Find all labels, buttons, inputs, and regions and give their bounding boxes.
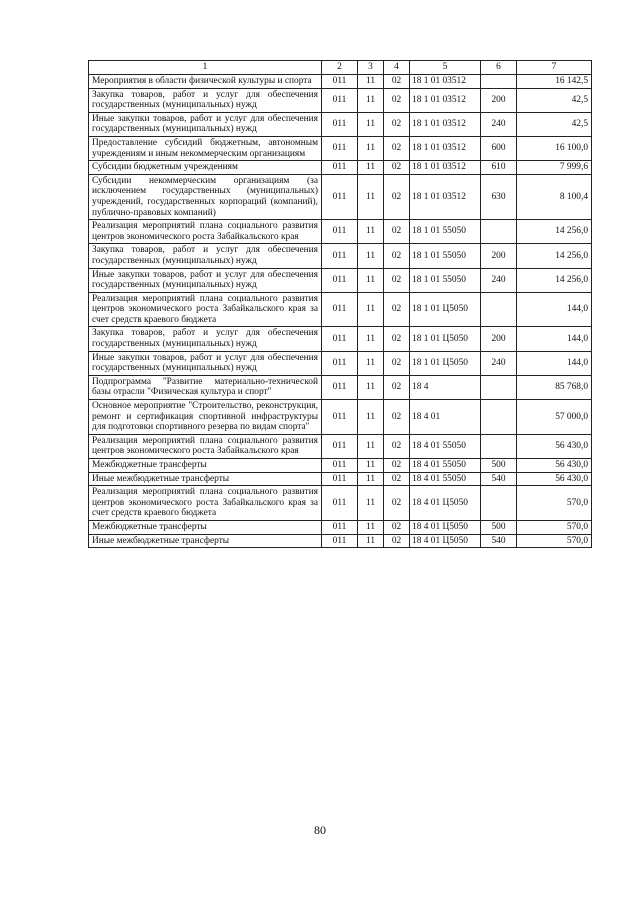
- subsection-code: 02: [384, 459, 410, 473]
- ministry-code: 011: [322, 161, 358, 175]
- table-row: [89, 375, 592, 399]
- target-article-code: 18 1 01 Ц5050: [410, 292, 481, 327]
- section-code: 11: [358, 244, 384, 268]
- amount: 14 256,0: [517, 268, 592, 292]
- target-article-code: 18 4 01 Ц5050: [410, 534, 481, 548]
- expense-type-code: 500: [481, 459, 517, 473]
- column-header: 7: [517, 61, 592, 75]
- target-article-code: 18 4: [410, 375, 481, 399]
- table-row: [89, 486, 592, 521]
- amount: 144,0: [517, 327, 592, 351]
- amount: 570,0: [517, 520, 592, 534]
- subsection-code: 02: [384, 434, 410, 458]
- table-row: [89, 327, 592, 351]
- column-header: 6: [481, 61, 517, 75]
- subsection-code: 02: [384, 136, 410, 160]
- amount: 8 100,4: [517, 174, 592, 219]
- expense-type-code: 200: [481, 244, 517, 268]
- target-article-code: 18 1 01 03512: [410, 75, 481, 89]
- amount: 144,0: [517, 292, 592, 327]
- target-article-code: 18 1 01 55050: [410, 220, 481, 244]
- subsection-code: 02: [384, 220, 410, 244]
- row-description: Межбюджетные трансферты: [89, 459, 322, 473]
- subsection-code: 02: [384, 327, 410, 351]
- expense-type-code: 540: [481, 534, 517, 548]
- target-article-code: 18 4 01: [410, 400, 481, 435]
- expense-type-code: [481, 292, 517, 327]
- target-article-code: 18 1 01 03512: [410, 88, 481, 112]
- ministry-code: 011: [322, 174, 358, 219]
- ministry-code: 011: [322, 472, 358, 486]
- amount: 144,0: [517, 351, 592, 375]
- row-description: Мероприятия в области физической культуры и спорта: [89, 75, 322, 89]
- expense-type-code: [481, 75, 517, 89]
- expense-type-code: [481, 400, 517, 435]
- amount: 42,5: [517, 88, 592, 112]
- expense-type-code: 600: [481, 136, 517, 160]
- amount: 56 430,0: [517, 459, 592, 473]
- ministry-code: 011: [322, 520, 358, 534]
- ministry-code: 011: [322, 351, 358, 375]
- subsection-code: 02: [384, 268, 410, 292]
- row-description: Закупка товаров, работ и услуг для обеспечения государственных (муниципальных) нужд: [89, 244, 322, 268]
- expense-type-code: 240: [481, 351, 517, 375]
- expense-type-code: [481, 375, 517, 399]
- subsection-code: 02: [384, 88, 410, 112]
- ministry-code: 011: [322, 459, 358, 473]
- target-article-code: 18 1 01 03512: [410, 161, 481, 175]
- row-description: Закупка товаров, работ и услуг для обеспечения государственных (муниципальных) нужд: [89, 327, 322, 351]
- table-row: [89, 268, 592, 292]
- section-code: 11: [358, 75, 384, 89]
- amount: 16 100,0: [517, 136, 592, 160]
- table-row: [89, 472, 592, 486]
- column-header: 5: [410, 61, 481, 75]
- row-description: Иные закупки товаров, работ и услуг для обеспечения государственных (муниципальных) нужд: [89, 112, 322, 136]
- table-header-row: [89, 61, 592, 75]
- row-description: Основное мероприятие "Строительство, реконструкция, ремонт и сертификация спортивной инфраструктуры для подготовки спортивного резерва по видам спорта": [89, 400, 322, 435]
- amount: 57 000,0: [517, 400, 592, 435]
- table-row: [89, 220, 592, 244]
- row-description: Иные межбюджетные трансферты: [89, 534, 322, 548]
- table-row: [89, 434, 592, 458]
- row-description: Реализация мероприятий плана социального развития центров экономического роста Забайкальского края за счет средств краевого бюджета: [89, 486, 322, 521]
- row-description: Иные закупки товаров, работ и услуг для обеспечения государственных (муниципальных) нужд: [89, 268, 322, 292]
- ministry-code: 011: [322, 112, 358, 136]
- ministry-code: 011: [322, 327, 358, 351]
- ministry-code: 011: [322, 486, 358, 521]
- column-header: 1: [89, 61, 322, 75]
- subsection-code: 02: [384, 400, 410, 435]
- expense-type-code: 540: [481, 472, 517, 486]
- ministry-code: 011: [322, 400, 358, 435]
- target-article-code: 18 4 01 Ц5050: [410, 486, 481, 521]
- ministry-code: 011: [322, 434, 358, 458]
- subsection-code: 02: [384, 375, 410, 399]
- expense-type-code: [481, 486, 517, 521]
- subsection-code: 02: [384, 244, 410, 268]
- target-article-code: 18 1 01 Ц5050: [410, 327, 481, 351]
- target-article-code: 18 4 01 55050: [410, 459, 481, 473]
- section-code: 11: [358, 520, 384, 534]
- subsection-code: 02: [384, 351, 410, 375]
- table-row: [89, 400, 592, 435]
- row-description: Подпрограмма "Развитие материально-технической базы отрасли "Физическая культура и спорт": [89, 375, 322, 399]
- section-code: 11: [358, 174, 384, 219]
- expense-type-code: [481, 220, 517, 244]
- target-article-code: 18 1 01 55050: [410, 244, 481, 268]
- row-description: Закупка товаров, работ и услуг для обеспечения государственных (муниципальных) нужд: [89, 88, 322, 112]
- amount: 56 430,0: [517, 434, 592, 458]
- amount: 570,0: [517, 486, 592, 521]
- amount: 570,0: [517, 534, 592, 548]
- ministry-code: 011: [322, 244, 358, 268]
- amount: 7 999,6: [517, 161, 592, 175]
- subsection-code: 02: [384, 112, 410, 136]
- subsection-code: 02: [384, 486, 410, 521]
- section-code: 11: [358, 88, 384, 112]
- subsection-code: 02: [384, 292, 410, 327]
- row-description: Реализация мероприятий плана социального развития центров экономического роста Забайкальского края: [89, 434, 322, 458]
- row-description: Предоставление субсидий бюджетным, автономным учреждениям и иным некоммерческим организациям: [89, 136, 322, 160]
- column-header: 3: [358, 61, 384, 75]
- table-row: [89, 459, 592, 473]
- table-row: [89, 88, 592, 112]
- subsection-code: 02: [384, 161, 410, 175]
- section-code: 11: [358, 472, 384, 486]
- ministry-code: 011: [322, 375, 358, 399]
- ministry-code: 011: [322, 268, 358, 292]
- subsection-code: 02: [384, 75, 410, 89]
- section-code: 11: [358, 375, 384, 399]
- row-description: Реализация мероприятий плана социального развития центров экономического роста Забайкальского края: [89, 220, 322, 244]
- target-article-code: 18 4 01 55050: [410, 472, 481, 486]
- expense-type-code: 200: [481, 88, 517, 112]
- section-code: 11: [358, 136, 384, 160]
- expense-type-code: 500: [481, 520, 517, 534]
- column-header: 2: [322, 61, 358, 75]
- table-row: [89, 136, 592, 160]
- expense-type-code: 630: [481, 174, 517, 219]
- page-number: 80: [314, 823, 326, 837]
- section-code: 11: [358, 220, 384, 244]
- table-row: [89, 520, 592, 534]
- expense-type-code: 240: [481, 112, 517, 136]
- table-body: [89, 75, 592, 548]
- expense-type-code: 240: [481, 268, 517, 292]
- ministry-code: 011: [322, 534, 358, 548]
- ministry-code: 011: [322, 292, 358, 327]
- section-code: 11: [358, 434, 384, 458]
- ministry-code: 011: [322, 136, 358, 160]
- table-row: [89, 351, 592, 375]
- table-row: [89, 161, 592, 175]
- expense-type-code: [481, 434, 517, 458]
- section-code: 11: [358, 459, 384, 473]
- row-description: Субсидии бюджетным учреждениям: [89, 161, 322, 175]
- section-code: 11: [358, 534, 384, 548]
- subsection-code: 02: [384, 534, 410, 548]
- expense-type-code: 610: [481, 161, 517, 175]
- target-article-code: 18 1 01 Ц5050: [410, 351, 481, 375]
- row-description: Субсидии некоммерческим организациям (за исключением государственных (муниципальных) учреждений, государственных корпораций (компаний), публично-правовых компаний): [89, 174, 322, 219]
- target-article-code: 18 1 01 55050: [410, 268, 481, 292]
- target-article-code: 18 1 01 03512: [410, 112, 481, 136]
- section-code: 11: [358, 400, 384, 435]
- table-row: [89, 75, 592, 89]
- amount: 14 256,0: [517, 220, 592, 244]
- row-description: Межбюджетные трансферты: [89, 520, 322, 534]
- expense-type-code: 200: [481, 327, 517, 351]
- amount: 14 256,0: [517, 244, 592, 268]
- row-description: Иные закупки товаров, работ и услуг для обеспечения государственных (муниципальных) нужд: [89, 351, 322, 375]
- subsection-code: 02: [384, 472, 410, 486]
- row-description: Реализация мероприятий плана социального развития центров экономического роста Забайкальского края за счет средств краевого бюджета: [89, 292, 322, 327]
- section-code: 11: [358, 112, 384, 136]
- section-code: 11: [358, 486, 384, 521]
- table-row: [89, 244, 592, 268]
- amount: 85 768,0: [517, 375, 592, 399]
- section-code: 11: [358, 351, 384, 375]
- target-article-code: 18 4 01 55050: [410, 434, 481, 458]
- budget-table: [88, 60, 592, 548]
- table-row: [89, 292, 592, 327]
- ministry-code: 011: [322, 88, 358, 112]
- target-article-code: 18 1 01 03512: [410, 174, 481, 219]
- table-row: [89, 534, 592, 548]
- amount: 16 142,5: [517, 75, 592, 89]
- amount: 42,5: [517, 112, 592, 136]
- section-code: 11: [358, 161, 384, 175]
- target-article-code: 18 4 01 Ц5050: [410, 520, 481, 534]
- section-code: 11: [358, 268, 384, 292]
- table-row: [89, 112, 592, 136]
- target-article-code: 18 1 01 03512: [410, 136, 481, 160]
- section-code: 11: [358, 327, 384, 351]
- column-header: 4: [384, 61, 410, 75]
- row-description: Иные межбюджетные трансферты: [89, 472, 322, 486]
- subsection-code: 02: [384, 520, 410, 534]
- table-row: [89, 174, 592, 219]
- ministry-code: 011: [322, 220, 358, 244]
- subsection-code: 02: [384, 174, 410, 219]
- amount: 56 430,0: [517, 472, 592, 486]
- ministry-code: 011: [322, 75, 358, 89]
- section-code: 11: [358, 292, 384, 327]
